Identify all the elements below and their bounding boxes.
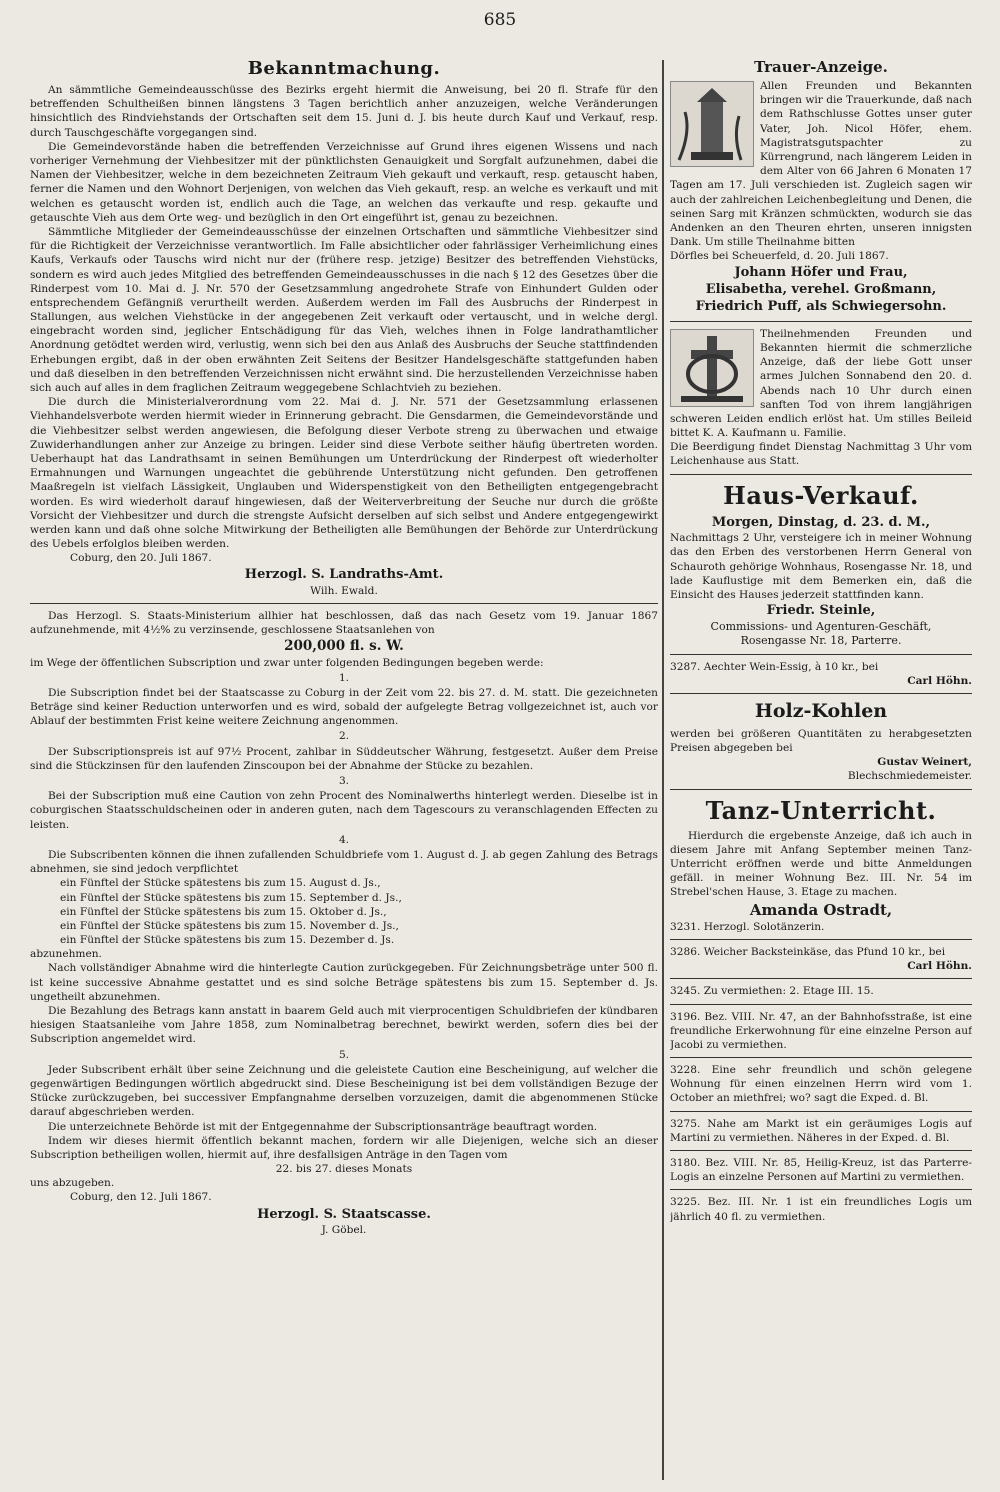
list-item: ein Fünftel der Stücke spätestens bis zum 15. Oktober d. Js.,	[60, 905, 387, 918]
paragraph: Sämmtliche Mitglieder der Gemeindeausschüsse der einzelnen Ortschaften und sämmtliche Viehbesitzer sind für die Richtigkeit der Verzeichnisse verantwortlich. Im Falle absichtlicher oder fahrlässiger Verheimlichung eines Kaufs, Verkaufs oder Tauschs wird nicht nur der (frühere resp. jetzige) Besitzer des betreffenden Viehstücks, sondern es wird auch jedes Mitglied des betreffenden Gemeindeausschusses in die nach § 12 des Gesetzes über die Rinderpest vom 10. Mai d. J. Nr. 570 der Gesetzsammlung angedrohete Strafe von Einhundert Gulden oder entsprechendem Gefängniß verurtheilt werden. Außerdem werden im Fall des Ausbruchs der Rinderpest in Stallungen, aus welchen Viehstücke in der angegebenen Zeit verkauft oder vertauscht, und in welche dergl. eingebracht worden sind, jeglicher Entschädigung für das Vieh, welches ihnen in Folge landrathamtlicher Anordnung getödtet werden wird, verlustig, wenn sich bei den aus Anlaß des Ausbruchs der Seuche stattfindenden Erhebungen ergibt, daß in der oben erwähnten Zeit Seitens der Besitzer Handelsgeschäfte stattgefunden haben und daß dieselben in den betreffenden Verzeichnissen nicht erwähnt sind. Die herzustellenden Verzeichnisse haben sich auch auf alles in dem fraglichen Zeitraum weggegebene Schlachtvieh zu beziehen.	[30, 225, 658, 395]
list-item: ein Fünftel der Stücke spätestens bis zum 15. September d. Js.,	[60, 891, 402, 904]
paragraph: An sämmtliche Gemeindeausschüsse des Bezirks ergeht hiermit die Anweisung, bei 20 fl. Strafe für den betreffenden Schultheißen binnen längstens 3 Tagen berichtlich anher anzuzeigen, welche Veränderungen hinsichtlich des Rindviehstands der Ortschaften seit dem 15. Juni d. J. bis heute durch Kauf und Verkauf, resp. durch Tauschgeschäfte vorgegangen sind.	[30, 84, 658, 139]
ad-rent	[670, 1195, 972, 1223]
divider	[670, 789, 972, 790]
divider	[670, 978, 972, 979]
ad-role: Commissions- und Agenturen-Geschäft,	[710, 619, 932, 633]
left-column	[30, 55, 658, 1480]
grave-monument-icon	[670, 81, 754, 167]
ad-place-date: Dörfles bei Scheuerfeld, d. 20. Juli 1867.	[670, 250, 889, 263]
paragraph: Die durch die Ministerialverordnung vom 22. Mai d. J. Nr. 571 der Gesetzsammlung erlassenen Viehhandelsverbote werden hiermit wieder in Erinnerung gebracht. Die Gensdarmen, die Gemeindevorstände und die Viehbesitzer selbst werden angewiesen, die Befolgung dieser Verbote streng zu überwachen und etwaige Zuwiderhandlungen anher zur Anzeige zu bringen. Leider sind diese Verbote seither häufig übertreten worden. Ueberhaupt hat das Landrathsamt in seinen Bemühungen um Unterdrückung der Rinderpest oft wiederholter Ermahnungen und Warnungen ungeachtet die gebührende Unterstützung nicht gefunden. Den getroffenen Maaßregeln ist vielfach Lässigkeit, Unglauben und Widerspenstigkeit von den Betheiligten entgegengebracht worden. Es wird wiederholt darauf hingewiesen, daß der Weiterverbreitung der Seuche nur durch die größte Vorsicht der Viehbesitzer und durch die strengste Aufsicht derselben auf sich selbst und Andere entgegengewirkt werden kann und daß ohne solche Mitwirkung der Betheiligten alle Bemühungen der Behörde zur Unterdrückung des Uebels erfolglos bleiben werden.	[30, 396, 658, 551]
right-column	[670, 55, 972, 1480]
paragraph: Die Subscription findet bei der Staatscasse zu Coburg in der Zeit vom 22. bis 27. d. M. statt. Die gezeichneten Beträge sind keiner Reduction unterworfen und es wird, sobald der aufgelegte Betrag vollgezeichnet ist, auch vor Ablauf der bestimmten Frist keine weitere Zeichnung angenommen.	[30, 686, 658, 728]
ad-role: Herzogl. Solotänzerin.	[703, 920, 825, 933]
section-number: 5.	[338, 1048, 350, 1061]
paragraph: Jeder Subscribent erhält über seine Zeichnung und die geleistete Caution eine Bescheinigung, auf welcher die gegenwärtigen Bedingungen wörtlich abgedruckt sind. Diese Bescheinigung ist bei dem vollständigen Bezuge der Stücke zurückzugeben, bei successiver Empfangnahme derselben vorzuzeigen, damit die abgenommenen Stücke darauf abgeschrieben werden.	[30, 1063, 658, 1119]
ad-title: Tanz-Unterricht.	[705, 795, 937, 825]
ad-rent	[670, 984, 972, 998]
ad-rent	[670, 1063, 972, 1106]
section-number: 2.	[338, 730, 350, 743]
ad-address: Rosengasse Nr. 18, Parterre.	[740, 634, 902, 648]
ad-mourning	[670, 57, 972, 316]
ad-name: Carl Höhn.	[907, 960, 972, 973]
subscription-dates: 22. bis 27. dieses Monats	[275, 1163, 413, 1176]
loan-amount: 200,000 fl. s. W.	[284, 638, 404, 655]
divider	[670, 1150, 972, 1151]
paragraph: Die Subscribenten können die ihnen zufallenden Schuldbriefe vom 1. August d. J. ab gegen Zahlung des Betrags abnehmen, sie sind jedoch verpflichtet	[30, 848, 658, 876]
ad-text: 3180. Bez. VIII. Nr. 85, Heilig-Kreuz, ist das Parterre-Logis an einzelne Personen auf Martini zu vermiethen.	[670, 1157, 972, 1184]
ad-rent	[670, 1010, 972, 1053]
ad-house-sale	[670, 480, 972, 649]
list-item: ein Fünftel der Stücke spätestens bis zum 15. Dezember d. Js.	[60, 934, 395, 947]
ad-text: Theilnehmenden Freunden und Bekannten hiermit die schmerzliche Anzeige, daß der liebe Gott unser armes Julchen Sonnabend den 20. d. Abends nach 10 Uhr durch einen sanften Tod von ihrem langjährigen schweren Leiden endlich erlöst hat. Um stilles Beileid bittet K. A. Kaufmann u. Familie.	[670, 327, 972, 440]
place-date: Coburg, den 12. Juli 1867.	[70, 1191, 212, 1204]
paragraph: Die Gemeindevorstände haben die betreffenden Verzeichnisse auf Grund ihres eigenen Wissens und nach vorheriger Vernehmung der Viehbesitzer mit der pünktlichsten Genauigkeit und Sorgfalt aufzunehmen, dabei die Namen der Viehbesitzer, welche in dem bezeichneten Zeitraum Vieh gekauft und verkauft, resp. getauscht haben, ferner die Namen und den Wohnort Derjenigen, von welchen das Vieh gekauft, resp. an welche es verkauft und mit welchen es getauscht worden ist, endlich auch die Tage, an welchen das verkaufte und resp. gekaufte und getauschte Vieh aus dem Orte weg- und bezüglich in den Ort eingeführt ist, genau zu bezeichnen.	[30, 140, 658, 224]
place-date: Coburg, den 20. Juli 1867.	[70, 552, 212, 565]
divider	[670, 693, 972, 694]
notice-rinderpest	[30, 57, 658, 598]
ad-name: Gustav Weinert,	[877, 756, 972, 769]
notice-title: Bekanntmachung.	[247, 58, 441, 79]
ad-vinegar	[670, 660, 972, 688]
paragraph: im Wege der öffentlichen Subscription und zwar unter folgenden Bedingungen begeben werde:	[30, 656, 544, 669]
divider	[670, 1111, 972, 1112]
ad-name: Friedrich Puff, als Schwiegersohn.	[695, 299, 947, 315]
divider	[670, 1189, 972, 1190]
divider	[670, 1004, 972, 1005]
ad-text: 3228. Eine sehr freundlich und schön gelegene Wohnung für einen einzelnen Herrn wird vom 1. October an miethfrei; wo? sagt die Exped. d. Bl.	[670, 1064, 972, 1105]
ad-text: werden bei größeren Quantitäten zu herabgesetzten Preisen abgegeben bei	[670, 727, 972, 755]
ad-title: Holz-Kohlen	[754, 700, 888, 723]
paragraph: Nach vollständiger Abnahme wird die hinterlegte Caution zurückgegeben. Für Zeichnungsbeträge unter 500 fl. ist keine successive Abnahme gestattet und es sind solche Beträge spätestens bis zum 15. September d. Js. ungetheilt abzunehmen.	[30, 962, 658, 1003]
ad-name: Carl Höhn.	[907, 675, 972, 688]
paragraph: Die Bezahlung des Betrags kann anstatt in baarem Geld auch mit vierprocentigen Schuldbriefen der kündbaren hiesigen Staatsanleihe vom Jahre 1858, zum Nominalbetrag berechnet, bewirkt werden, sofern dies bei der Subscription angemeldet wird.	[30, 1005, 658, 1046]
ad-cheese	[670, 945, 972, 973]
section-number: 3.	[338, 775, 350, 788]
ad-id	[670, 920, 972, 934]
ad-text: 3245. Zu vermiethen: 2. Etage III. 15.	[670, 985, 874, 998]
ad-text: 3286. Weicher Backsteinkäse, das Pfund 10 kr., bei	[670, 945, 946, 958]
authority: Herzogl. S. Staatscasse.	[257, 1206, 431, 1222]
signer: J. Göbel.	[321, 1224, 367, 1237]
ad-number: 3231.	[670, 920, 701, 933]
paragraph: uns abzugeben.	[30, 1177, 115, 1190]
paragraph: Die unterzeichnete Behörde ist mit der Entgegennahme der Subscriptionsanträge beauftragt worden.	[48, 1120, 598, 1133]
ad-text: 3287. Aechter Wein-Essig, à 10 kr., bei	[670, 661, 879, 673]
divider	[670, 321, 972, 322]
paragraph: Bei der Subscription muß eine Caution von zehn Procent des Nominalwerths hinterlegt werden. Dieselbe ist in coburgischen Staatsschuldscheinen oder in anderen guten, nach dem Tagescours zu veranschlagenden Effecten zu leisten.	[30, 790, 658, 831]
cross-wreath-icon	[670, 329, 754, 407]
divider	[670, 1057, 972, 1058]
signer: Wilh. Ewald.	[310, 584, 378, 597]
divider	[30, 603, 658, 604]
ad-text: 3275. Nahe am Markt ist ein geräumiges Logis auf Martini zu vermiethen. Näheres in der Exped. d. Bl.	[670, 1117, 972, 1144]
paragraph: Das Herzogl. S. Staats-Ministerium allhier hat beschlossen, daß das nach Gesetz vom 19. Januar 1867 aufzunehmende, mit 4½% zu verzinsende, geschlossene Staatsanlehen von	[30, 610, 658, 637]
ad-role: Blechschmiedemeister.	[847, 770, 972, 783]
ad-text: Die Beerdigung findet Dienstag Nachmittag 3 Uhr vom Leichenhause aus Statt.	[670, 441, 972, 468]
ad-text: Nachmittags 2 Uhr, versteigere ich in meiner Wohnung das den Erben des verstorbenen Herrn General von Schauroth gehörige Wohnhaus, Rosengasse Nr. 18, und lade Kauflustige mit dem Bemerken ein, daß die Einsicht des Hauses jederzeit stattfinden kann.	[670, 532, 972, 601]
ad-rent	[670, 1156, 972, 1184]
page-number: 685	[483, 10, 517, 30]
list-item: ein Fünftel der Stücke spätestens bis zum 15. November d. Js.,	[60, 919, 399, 932]
divider	[670, 474, 972, 475]
list-item: ein Fünftel der Stücke spätestens bis zum 15. August d. Js.,	[60, 877, 381, 890]
ad-name: Johann Höfer und Frau,	[734, 264, 908, 280]
ad-text: 3225. Bez. III. Nr. 1 ist ein freundliches Logis um jährlich 40 fl. zu vermiethen.	[670, 1196, 972, 1223]
paragraph: Indem wir dieses hiermit öffentlich bekannt machen, fordern wir alle Diejenigen, welche sich an dieser Subscription betheiligen wollen, hiermit auf, ihre desfallsigen Anträge in den Tagen vom	[30, 1134, 658, 1161]
divider	[670, 654, 972, 655]
ad-mourning-2	[670, 327, 972, 469]
authority: Herzogl. S. Landraths-Amt.	[244, 567, 444, 583]
ad-date: Morgen, Dinstag, d. 23. d. M.,	[711, 514, 931, 530]
ad-text: Allen Freunden und Bekannten bringen wir die Trauerkunde, daß nach dem Rathschlusse Gottes unser guter Vater, Joh. Nicol Höfer, ehem. Magistratsgutspachter zu Kürrengrund, nach längerem Leiden in dem Alter von 66 Jahren 6 Monaten 17 Tagen am 17. Juli verschieden ist. Zugleich sagen wir auch der zahlreichen Leichenbegleitung und Denen, die seinen Sarg mit Kränzen schmückten, wodurch sie das Andenken an den Theuren ehrten, unseren innigsten Dank. Um stille Theilnahme bitten	[670, 80, 972, 249]
ad-charcoal	[670, 699, 972, 783]
ad-name: Elisabetha, verehel. Großmann,	[705, 281, 937, 297]
ad-name: Amanda Ostradt,	[749, 900, 893, 919]
ad-name: Friedr. Steinle,	[766, 603, 876, 619]
ad-text: Hierdurch die ergebenste Anzeige, daß ich auch in diesem Jahre mit Anfang September meinen Tanz-Unterricht eröffnen werde und bitte Anmeldungen gefäll. in meiner Wohnung Bez. III. Nr. 54 im Strebel'schen Hause, 3. Etage zu machen.	[670, 829, 972, 899]
ad-title: Trauer-Anzeige.	[754, 58, 888, 76]
ad-text: 3196. Bez. VIII. Nr. 47, an der Bahnhofsstraße, ist eine freundliche Erkerwohnung für eine einzelne Person auf Jacobi zu vermiethen.	[670, 1010, 972, 1051]
section-number: 4.	[338, 833, 350, 846]
paragraph: Der Subscriptionspreis ist auf 97½ Procent, zahlbar in Süddeutscher Währung, festgesetzt. Außer dem Preise sind die Stückzinsen für den laufenden Zinscoupon bei der Abnahme der Stücke zu bezahlen.	[30, 745, 658, 772]
divider	[670, 939, 972, 940]
notice-staatsanlehen	[30, 609, 658, 1237]
section-number: 1.	[338, 671, 350, 684]
ad-title: Haus-Verkauf.	[723, 480, 919, 510]
ad-dance	[670, 795, 972, 934]
ad-rent	[670, 1117, 972, 1145]
paragraph: abzunehmen.	[30, 948, 102, 961]
column-divider	[662, 60, 664, 1480]
